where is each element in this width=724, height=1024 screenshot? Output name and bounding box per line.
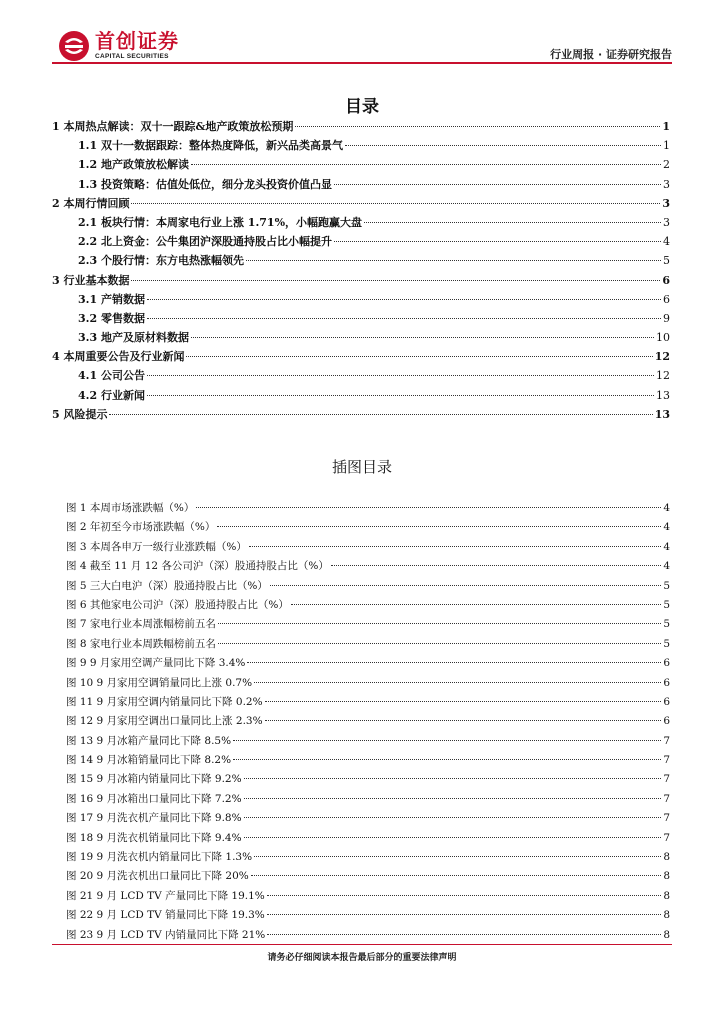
dot-leader <box>218 623 661 624</box>
dot-leader <box>295 126 660 127</box>
dot-leader <box>217 526 661 527</box>
figure-entry-page-number: 7 <box>663 734 670 747</box>
figure-entry-page-number: 5 <box>663 598 670 611</box>
dot-leader <box>218 643 661 644</box>
dot-leader <box>147 395 654 396</box>
dot-leader <box>334 241 661 242</box>
toc-entry-label: 2 本周行情回顾 <box>52 196 130 210</box>
toc-entry-label: 1 本周热点解读：双十一跟踪&地产政策放松预期 <box>52 120 294 133</box>
dot-leader <box>254 682 661 683</box>
toc-entry[interactable] <box>52 406 670 425</box>
brand-name-cn: 首创证券 <box>95 29 179 53</box>
figure-entry-label: 图 7 家电行业本周涨幅榜前五名 <box>66 618 216 631</box>
toc-entry-page-number: 6 <box>662 273 670 287</box>
page-header <box>0 0 724 72</box>
dot-leader <box>265 720 662 721</box>
figure-entry[interactable] <box>66 597 670 616</box>
dot-leader <box>244 778 662 779</box>
figure-entry-page-number: 7 <box>663 773 670 786</box>
legal-notice: 请务必仔细阅读本报告最后部分的重要法律声明 <box>267 953 457 963</box>
toc-entry-label: 1.3 投资策略：估值处低位，细分龙头投资价值凸显 <box>78 177 332 191</box>
toc-entry-label: 2.3 个股行情：东方电热涨幅领先 <box>78 254 244 268</box>
dot-leader <box>265 701 662 702</box>
dot-leader <box>196 507 661 508</box>
figure-entry-label: 图 2 年初至今市场涨跌幅（%） <box>66 521 216 534</box>
figure-entry-page-number: 6 <box>663 657 670 670</box>
figure-entry-page-number: 4 <box>663 502 670 514</box>
figure-entry-page-number: 5 <box>663 637 670 650</box>
figure-entry-label: 图 8 家电行业本周跌幅榜前五名 <box>66 637 216 650</box>
figure-entry[interactable] <box>66 636 670 655</box>
figure-entry[interactable] <box>66 713 670 732</box>
dot-leader <box>247 662 661 663</box>
toc-entry-label: 2.2 北上资金：公牛集团沪深股通持股占比小幅提升 <box>78 235 332 249</box>
figure-entry-label: 图 4 截至 11 月 12 各公司沪（深）股通持股占比（%） <box>66 560 329 573</box>
figure-entry-page-number: 6 <box>663 695 670 708</box>
figure-entry[interactable] <box>66 868 670 887</box>
toc-entry-label: 4.1 公司公告 <box>78 369 145 383</box>
figure-entry-page-number: 6 <box>663 676 670 689</box>
figure-entry[interactable] <box>66 694 670 713</box>
figure-entry-label: 图 14 9 月冰箱销量同比下降 8.2% <box>66 754 232 767</box>
toc-entry-label: 1.1 双十一数据跟踪：整体热度降低，新兴品类高景气 <box>78 139 343 153</box>
toc-entry[interactable] <box>52 387 670 406</box>
toc-entry-label: 4 本周重要公告及行业新闻 <box>52 350 185 364</box>
figure-entry[interactable] <box>66 888 670 907</box>
figure-entry-label: 图 6 其他家电公司沪（深）股通持股占比（%） <box>66 598 289 611</box>
figure-entry-label: 图 11 9 月家用空调内销量同比下降 0.2% <box>66 695 263 708</box>
figure-entry-label: 图 20 9 月洗衣机出口量同比下降 20% <box>66 870 249 883</box>
dot-leader <box>249 546 661 547</box>
figure-entry-label: 图 18 9 月洗衣机销量同比下降 9.4% <box>66 831 242 844</box>
figure-entry-page-number: 7 <box>663 831 670 844</box>
dot-leader <box>254 856 661 857</box>
toc-entry-label: 3.2 零售数据 <box>78 311 145 325</box>
figure-entry-label: 图 5 三大白电沪（深）股通持股占比（%） <box>66 579 268 592</box>
figure-entry-label: 图 19 9 月洗衣机内销量同比下降 1.3% <box>66 851 253 864</box>
figure-entry-page-number: 8 <box>663 889 670 902</box>
table-of-contents <box>52 118 670 425</box>
figure-entry[interactable] <box>66 578 670 597</box>
dot-leader <box>147 375 654 376</box>
figure-entry-label: 图 22 9 月 LCD TV 销量同比下降 19.3% <box>66 909 265 922</box>
figure-entry-page-number: 6 <box>663 715 670 728</box>
figure-entry[interactable] <box>66 791 670 810</box>
figures-toc-title: 插图目录 <box>331 458 392 476</box>
toc-entry-page-number: 13 <box>656 388 670 402</box>
figures-list <box>66 500 670 946</box>
dot-leader <box>109 414 652 415</box>
toc-entry[interactable] <box>52 272 670 291</box>
toc-entry[interactable] <box>52 310 670 329</box>
figure-entry-page-number: 7 <box>663 812 670 825</box>
figure-entry-page-number: 7 <box>663 792 670 805</box>
dot-leader <box>244 837 662 838</box>
toc-entry-page-number: 5 <box>663 254 670 268</box>
toc-entry-page-number: 6 <box>663 292 670 306</box>
brand-name-en: CAPITAL SECURITIES <box>95 53 169 60</box>
toc-entry-page-number: 9 <box>663 311 670 325</box>
figure-entry[interactable] <box>66 733 670 752</box>
toc-entry[interactable] <box>52 214 670 233</box>
figure-entry-page-number: 8 <box>663 851 670 864</box>
dot-leader <box>244 798 662 799</box>
figure-entry-label: 图 16 9 月冰箱出口量同比下降 7.2% <box>66 792 242 805</box>
toc-entry[interactable] <box>52 195 670 214</box>
toc-entry-label: 3.1 产销数据 <box>78 292 145 306</box>
toc-entry[interactable] <box>52 176 670 195</box>
toc-entry[interactable] <box>52 367 670 386</box>
header-divider <box>52 62 672 64</box>
toc-entry-page-number: 3 <box>663 177 670 191</box>
dot-leader <box>334 184 661 185</box>
dot-leader <box>191 164 661 165</box>
dot-leader <box>270 585 661 586</box>
figure-entry-page-number: 5 <box>663 579 670 592</box>
toc-title: 目录 <box>345 97 379 117</box>
toc-entry-label: 2.1 板块行情：本周家电行业上涨 1.71%，小幅跑赢大盘 <box>78 215 363 229</box>
dot-leader <box>345 145 661 146</box>
toc-entry-page-number: 12 <box>656 369 670 383</box>
toc-entry[interactable] <box>52 233 670 252</box>
toc-entry-label: 5 风险提示 <box>52 407 108 421</box>
figure-entry-label: 图 17 9 月洗衣机产量同比下降 9.8% <box>66 812 242 825</box>
figure-entry-label: 图 1 本周市场涨跌幅（%） <box>66 502 195 514</box>
dot-leader <box>147 299 661 300</box>
dot-leader <box>267 914 662 915</box>
figure-entry[interactable] <box>66 830 670 849</box>
toc-entry[interactable] <box>52 348 670 367</box>
figure-entry[interactable] <box>66 500 670 519</box>
footer-divider <box>52 944 672 945</box>
dot-leader <box>331 565 661 566</box>
dot-leader <box>191 337 654 338</box>
brand-logo <box>58 30 179 62</box>
figure-entry[interactable] <box>66 849 670 868</box>
toc-entry-label: 4.2 行业新闻 <box>78 388 145 402</box>
figure-entry-page-number: 8 <box>663 928 670 941</box>
toc-entry-label: 3 行业基本数据 <box>52 273 130 287</box>
toc-entry-label: 1.2 地产政策放松解读 <box>78 158 189 172</box>
dot-leader <box>186 356 652 357</box>
figure-entry[interactable] <box>66 675 670 694</box>
figure-entry-label: 图 21 9 月 LCD TV 产量同比下降 19.1% <box>66 889 265 902</box>
toc-entry[interactable] <box>52 329 670 348</box>
figure-entry[interactable] <box>66 539 670 558</box>
figure-entry-label: 图 10 9 月家用空调销量同比上涨 0.7% <box>66 676 253 689</box>
figure-entry[interactable] <box>66 907 670 926</box>
toc-entry-page-number: 4 <box>663 235 670 249</box>
figure-entry[interactable] <box>66 771 670 790</box>
figure-entry-page-number: 8 <box>663 870 670 883</box>
toc-entry[interactable] <box>52 118 670 137</box>
toc-entry-page-number: 10 <box>656 331 670 345</box>
figure-entry[interactable] <box>66 655 670 674</box>
dot-leader <box>233 759 661 760</box>
dot-leader <box>267 934 661 935</box>
toc-entry-page-number: 12 <box>654 350 670 364</box>
figure-entry-page-number: 5 <box>663 618 670 631</box>
dot-leader <box>131 203 660 204</box>
toc-entry-label: 3.3 地产及原材料数据 <box>78 331 189 345</box>
figure-entry-page-number: 4 <box>663 560 670 573</box>
dot-leader <box>291 604 661 605</box>
toc-entry-page-number: 3 <box>662 196 670 210</box>
dot-leader <box>244 817 662 818</box>
figure-entry-label: 图 23 9 月 LCD TV 内销量同比下降 21% <box>66 928 266 941</box>
figure-entry-label: 图 13 9 月冰箱产量同比下降 8.5% <box>66 734 232 747</box>
toc-entry-page-number: 1 <box>662 120 670 133</box>
dot-leader <box>233 740 661 741</box>
toc-entry[interactable] <box>52 156 670 175</box>
dot-leader <box>364 222 661 223</box>
toc-entry[interactable] <box>52 252 670 271</box>
figure-entry-label: 图 3 本周各申万一级行业涨跌幅（%） <box>66 540 247 553</box>
figure-entry[interactable] <box>66 558 670 577</box>
figure-entry[interactable] <box>66 752 670 771</box>
dot-leader <box>267 895 662 896</box>
capital-securities-logo-icon <box>58 30 90 62</box>
figure-entry-page-number: 7 <box>663 754 670 767</box>
dot-leader <box>131 280 660 281</box>
dot-leader <box>251 875 662 876</box>
figure-entry-label: 图 9 9 月家用空调产量同比下降 3.4% <box>66 657 246 670</box>
report-type: 行业周报 · 证券研究报告 <box>550 48 672 61</box>
dot-leader <box>246 260 661 261</box>
toc-entry-page-number: 2 <box>663 158 670 172</box>
figure-entry-page-number: 8 <box>663 909 670 922</box>
figure-entry[interactable] <box>66 616 670 635</box>
figure-entry-page-number: 4 <box>663 521 670 534</box>
figure-entry[interactable] <box>66 519 670 538</box>
toc-entry-page-number: 3 <box>663 215 670 229</box>
figure-entry[interactable] <box>66 810 670 829</box>
toc-entry-page-number: 1 <box>663 139 670 153</box>
toc-entry[interactable] <box>52 291 670 310</box>
figure-entry-page-number: 4 <box>663 540 670 553</box>
toc-entry[interactable] <box>52 137 670 156</box>
figure-entry-label: 图 12 9 月家用空调出口量同比上涨 2.3% <box>66 715 263 728</box>
figure-entry-label: 图 15 9 月冰箱内销量同比下降 9.2% <box>66 773 242 786</box>
dot-leader <box>147 318 661 319</box>
toc-entry-page-number: 13 <box>654 407 670 421</box>
